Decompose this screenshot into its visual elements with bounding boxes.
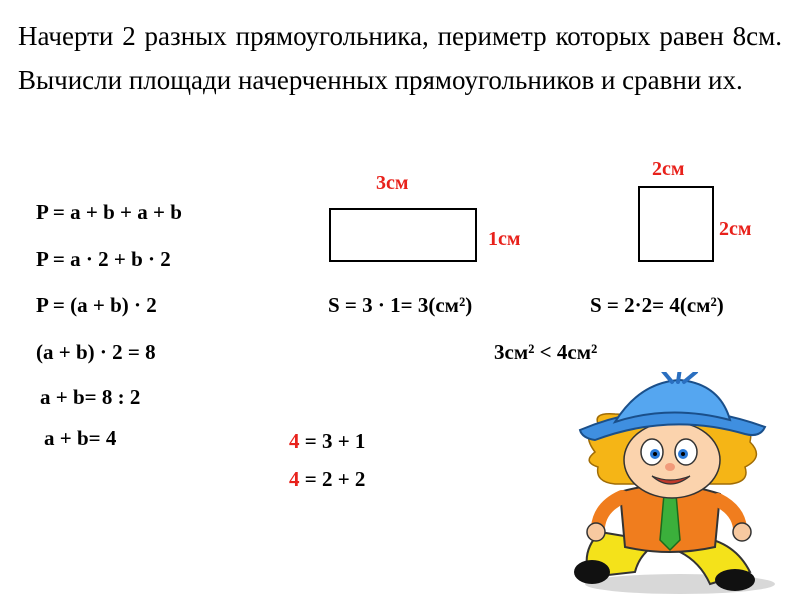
cartoon-boy-illustration — [560, 372, 795, 597]
rectangle-3x1 — [329, 208, 477, 262]
rect2-area: S = 2·2= 4(см²) — [590, 293, 724, 317]
rect1-top-label: 3см — [376, 172, 409, 194]
decomposition-lhs: 4 — [289, 467, 300, 491]
task-text: Начерти 2 разных прямоугольника, периметр которых равен 8см. Вычисли площади начерченных прямоугольников и сравни их. — [18, 21, 782, 95]
area-comparison: 3см² < 4см² — [494, 340, 598, 364]
decomposition-row-2 — [289, 467, 365, 492]
decomposition-row-1 — [289, 429, 365, 454]
formula-perimeter-mult: P = a · 2 + b · 2 — [36, 247, 171, 271]
formula-perimeter-factored: P = (a + b) · 2 — [36, 293, 157, 317]
decomposition-rhs: = 3 + 1 — [299, 429, 366, 453]
rect2-top-label: 2см — [652, 158, 685, 180]
rect2-side-label: 2см — [719, 218, 752, 240]
decomposition-rhs: = 2 + 2 — [299, 467, 366, 491]
rect1-area: S = 3 · 1= 3(см²) — [328, 293, 473, 317]
formula-perimeter-equation: (a + b) · 2 = 8 — [36, 340, 156, 364]
rect1-side-label: 1см — [488, 228, 521, 250]
decomposition-lhs: 4 — [289, 429, 300, 453]
formula-perimeter-sum: P = a + b + a + b — [36, 200, 182, 224]
square-2x2 — [638, 186, 714, 262]
formula-half-sum: a + b= 8 : 2 — [40, 385, 141, 409]
formula-sum-result: a + b= 4 — [44, 426, 117, 450]
